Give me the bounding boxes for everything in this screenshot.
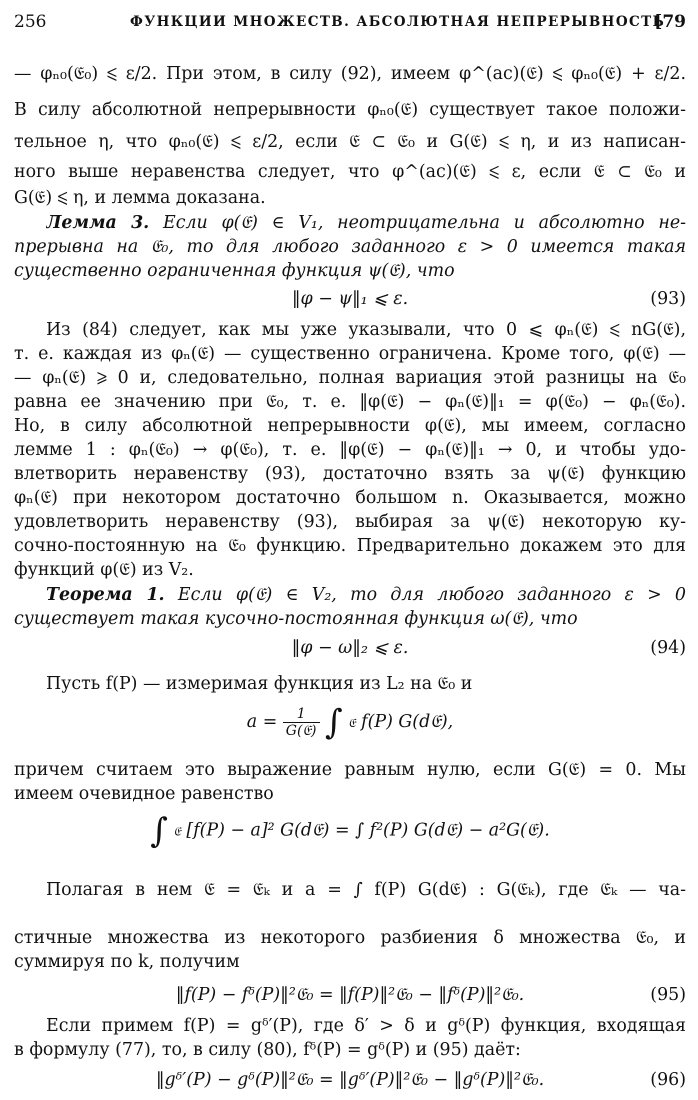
integral-sign-icon: ∫ xyxy=(150,811,168,851)
text-line: — φₙ(𝔈) ⩾ 0 и, следовательно, полная вариация этой разницы на 𝔈₀ xyxy=(14,368,686,388)
text-line: сочно-постоянную на 𝔈₀ функцию. Предварительно докажем это для xyxy=(14,536,686,556)
text-line: ного выше неравенства следует, что φ^(ac)(𝔈) ⩽ ε, если 𝔈 ⊂ 𝔈₀ и xyxy=(14,162,686,182)
lemma-text: существенно ограниченная функция ψ(𝔈), что xyxy=(14,261,455,281)
text-line: влетворить неравенству (93), достаточно взять за ψ(𝔈) функцию xyxy=(14,464,686,484)
equation-a-definition xyxy=(14,702,686,752)
section-number: [79 xyxy=(654,12,686,32)
fraction-numerator: 1 xyxy=(283,706,320,723)
text-line: удовлетворить неравенству (93), выбирая за ψ(𝔈) некоторую ку- xyxy=(14,512,686,532)
running-title: ФУНКЦИИ МНОЖЕСТВ. АБСОЛЮТНАЯ НЕПРЕРЫВНОСТЬ xyxy=(130,14,666,30)
formula: ‖gᵟ′(P) − gᵟ(P)‖²𝔈₀ = ‖gᵟ′(P)‖²𝔈₀ − ‖gᵟ(P)‖²𝔈₀. xyxy=(155,1070,545,1090)
formula: ‖φ − ω‖₂ ⩽ ε. xyxy=(291,638,409,658)
integral-sign-icon: ∫ xyxy=(325,702,343,743)
page-number: 256 xyxy=(14,12,47,32)
text-line: Если примем f(P) = gᵟ′(P), где δ′ > δ и gᵟ(P) функция, входящая xyxy=(46,1016,686,1036)
text-line: имеем очевидное равенство xyxy=(14,784,274,804)
theorem-text: Если φ(𝔈) ∈ V₂, то для любого заданного ε > 0 xyxy=(177,585,686,605)
text-line: лемме 1 : φₙ(𝔈₀) → φ(𝔈₀), т. е. ‖φ(𝔈) − φₙ(𝔈)‖₁ → 0, и чтобы удо- xyxy=(14,440,686,460)
text-line: Но, в силу абсолютной непрерывности φ(𝔈), мы имеем, согласно xyxy=(14,416,686,436)
text-line: Полагая в нем 𝔈 = 𝔈ₖ и a = ∫ f(P) G(d𝔈) : G(𝔈ₖ), где 𝔈ₖ — ча- xyxy=(46,880,686,900)
equation-number: (94) xyxy=(650,638,686,658)
formula-lhs: a = xyxy=(246,712,278,732)
text-line: Пусть f(P) — измеримая функция из L₂ на 𝔈₀ и xyxy=(46,674,473,694)
theorem1-first-line xyxy=(46,583,686,607)
text-line: В силу абсолютной непрерывности φₙ₀(𝔈) существует такое положи- xyxy=(14,100,686,120)
text-line: G(𝔈) ⩽ η, и лемма доказана. xyxy=(14,188,266,208)
theorem-title: Теорема 1. xyxy=(46,585,165,605)
lemma-text: прерывна на 𝔈₀, то для любого заданного ε > 0 имеется такая xyxy=(14,237,686,257)
text-line: т. е. каждая из φₙ(𝔈) — существенно ограничена. Кроме того, φ(𝔈) — xyxy=(14,344,686,364)
lemma-text: Если φ(𝔈) ∈ V₁, неотрицательна и абсолютно не- xyxy=(163,213,686,233)
text-line: равна ее значению при 𝔈₀, т. е. ‖φ(𝔈) − φₙ(𝔈)‖₁ = φ(𝔈₀) − φₙ(𝔈₀). xyxy=(14,392,686,412)
formula: ‖f(P) − fᵟ(P)‖²𝔈₀ = ‖f(P)‖²𝔈₀ − ‖fᵟ(P)‖²𝔈₀. xyxy=(175,985,525,1005)
text-line: стичные множества из некоторого разбиения δ множества 𝔈₀, и xyxy=(14,928,686,948)
text-line: тельное η, что φₙ₀(𝔈) ⩽ ε/2, если 𝔈 ⊂ 𝔈₀ и G(𝔈) ⩽ η, и из написан- xyxy=(14,132,686,152)
integral-domain: 𝔈 xyxy=(348,716,356,730)
theorem-text: существует такая кусочно-постоянная функция ω(𝔈), что xyxy=(14,609,578,629)
equation-number: (95) xyxy=(650,985,686,1005)
integral-domain: 𝔈 xyxy=(173,824,181,839)
text-line: причем считаем это выражение равным нулю, если G(𝔈) = 0. Мы xyxy=(14,760,686,780)
lemma3-first-line xyxy=(46,211,686,235)
text-line: функций φ(𝔈) из V₂. xyxy=(14,560,194,580)
lemma-title: Лемма 3. xyxy=(46,213,150,233)
equation-number: (93) xyxy=(650,289,686,309)
text-line: суммируя по k, получим xyxy=(14,952,240,972)
text-line: Из (84) следует, как мы уже указывали, что 0 ⩽ φₙ(𝔈) ⩽ nG(𝔈), xyxy=(46,320,686,340)
formula: ‖φ − ψ‖₁ ⩽ ε. xyxy=(291,289,409,309)
fraction xyxy=(283,706,320,739)
formula-rhs: f(P) G(d𝔈), xyxy=(361,712,454,732)
text-line: — φₙ₀(𝔈₀) ⩽ ε/2. При этом, в силу (92), имеем φ^(ac)(𝔈) ⩽ φₙ₀(𝔈) + ε/2. xyxy=(14,64,686,84)
equation-identity xyxy=(14,806,686,858)
formula: [f(P) − a]² G(d𝔈) = ∫ f²(P) G(d𝔈) − a²G(𝔈). xyxy=(186,820,550,841)
running-header xyxy=(14,12,686,34)
equation-number: (96) xyxy=(650,1070,686,1090)
fraction-denominator: G(𝔈) xyxy=(285,723,317,739)
text-line: φₙ(𝔈) при некотором достаточно большом n. Оказывается, можно xyxy=(14,488,686,508)
text-line: в формулу (77), то, в силу (80), fᵟ(P) = gᵟ(P) и (95) даёт: xyxy=(14,1040,521,1060)
